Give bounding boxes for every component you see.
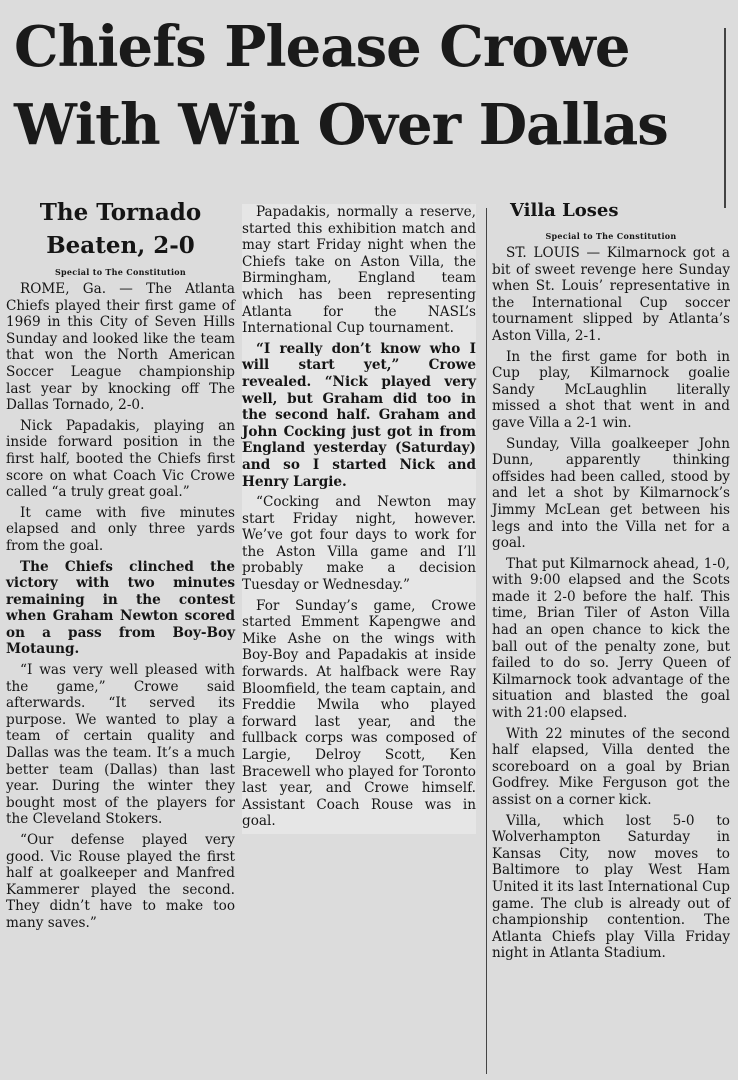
story-tornado-paragraph: “I was very well pleased with the game,” Crowe said afterwards. “It served its purpose. We wanted to play a team of certain quality and Dallas was the team. It’s a much better team (Dallas) than last year. During the winter they bought most of the players for the Cleveland Stokers. [6, 662, 235, 828]
story-villa-paragraph: Sunday, Villa goalkeeper John Dunn, apparently thinking offsides had been called, stood by and let a shot by Kilmarnock’s Jimmy McLean get between his legs and into the Villa net for a goal. [492, 435, 730, 552]
story-villa-paragraph: That put Kilmarnock ahead, 1-0, with 9:00 elapsed and the Scots made it 2-0 before the half. This time, Brian Tiler of Aston Villa had an open chance to kick the ball out of the penalty zone, but failed to do so. Jerry Queen of Kilmarnock took advantage of the situation and blasted the goal with 21:00 elapsed. [492, 555, 730, 722]
story-villa-credit: Special to The Constitution [545, 231, 677, 241]
story-tornado-paragraph: Nick Papadakis, playing an inside forward position in the first half, booted the Chiefs first score on what Coach Vic Crowe called “a truly great goal.” [6, 417, 235, 501]
column-rule-left [486, 208, 487, 1074]
story-tornado-paragraph: It came with five minutes elapsed and only three yards from the goal. [6, 504, 235, 554]
column-rule-right [724, 28, 726, 208]
story-continued-paragraph: “Cocking and Newton may start Friday night, however. We’ve got four days to work for the Aston Villa game and I’ll probably make a decision Tuesday or Wednesday.” [242, 494, 476, 594]
story-villa-title: Villa Loses [510, 200, 619, 221]
story-tornado-paragraph: ROME, Ga. — The Atlanta Chiefs played their first game of 1969 in this City of Seven Hills Sunday and looked like the team that won the North American Soccer League championship last year by knocking off The Dallas Tornado, 2-0. [6, 281, 235, 414]
headline-line-2: With Win Over Dallas [14, 92, 668, 158]
story-continued-paragraph: “I really don’t know who I will start yet,” Crowe revealed. “Nick played very well, but Graham did too in the second half. Graham and John Cocking just got in from England yesterday (Saturday) and so I started Nick and Henry Largie. [242, 340, 476, 490]
story-villa-paragraph: In the first game for both in Cup play, Kilmarnock goalie Sandy McLaughlin literally missed a shot that went in and gave Villa a 2-1 win. [492, 348, 730, 431]
story-villa-paragraph: ST. LOUIS — Kilmarnock got a bit of sweet revenge here Sunday when St. Louis’ representative in the International Cup soccer tournament slipped by Atlanta’s Aston Villa, 2-1. [492, 245, 730, 344]
story-continued-paragraph: Papadakis, normally a reserve, started this exhibition match and may start Friday night when the Chiefs take on Aston Villa, the Birmingham, England team which has been representing Atlanta for the NASL’s International Cup tournament. [242, 204, 476, 337]
story-tornado [6, 196, 235, 936]
story-villa-paragraph: Villa, which lost 5-0 to Wolverhampton Saturday in Kansas City, now moves to Baltimore to play West Ham United it its last International Cup game. The club is already out of championship contention. The Atlanta Chiefs play Villa Friday night in Atlanta Stadium. [492, 812, 730, 962]
story-villa-paragraph: With 22 minutes of the second half elapsed, Villa dented the scoreboard on a goal by Brian Godfrey. Mike Ferguson got the assist on a corner kick. [492, 725, 730, 808]
story-villa [492, 200, 730, 966]
story-tornado-title-1: The Tornado [39, 199, 202, 226]
story-continued-paragraph: For Sunday’s game, Crowe started Emment Kapengwe and Mike Ashe on the wings with Boy-Boy and Papadakis at inside forwards. At halfback were Ray Bloomfield, the team captain, and Freddie Mwila who played forward last year, and the fullback corps was composed of Largie, Delroy Scott, Ken Bracewell who played for Toronto last year, and Crowe himself. Assistant Coach Rouse was in goal. [242, 597, 476, 830]
story-tornado-continued [242, 204, 476, 834]
story-tornado-title-2: Beaten, 2-0 [46, 232, 195, 259]
story-tornado-paragraph: “Our defense played very good. Vic Rouse played the first half at goalkeeper and Manfred Kammerer played the second. They didn’t have to make too many saves.” [6, 832, 235, 931]
story-tornado-credit: Special to The Constitution [54, 267, 187, 277]
story-tornado-paragraph: The Chiefs clinched the victory with two minutes remaining in the contest when Graham Newton scored on a pass from Boy-Boy Motaung. [6, 558, 235, 658]
headline-line-1: Chiefs Please Crowe [14, 14, 630, 80]
headline [14, 8, 726, 164]
